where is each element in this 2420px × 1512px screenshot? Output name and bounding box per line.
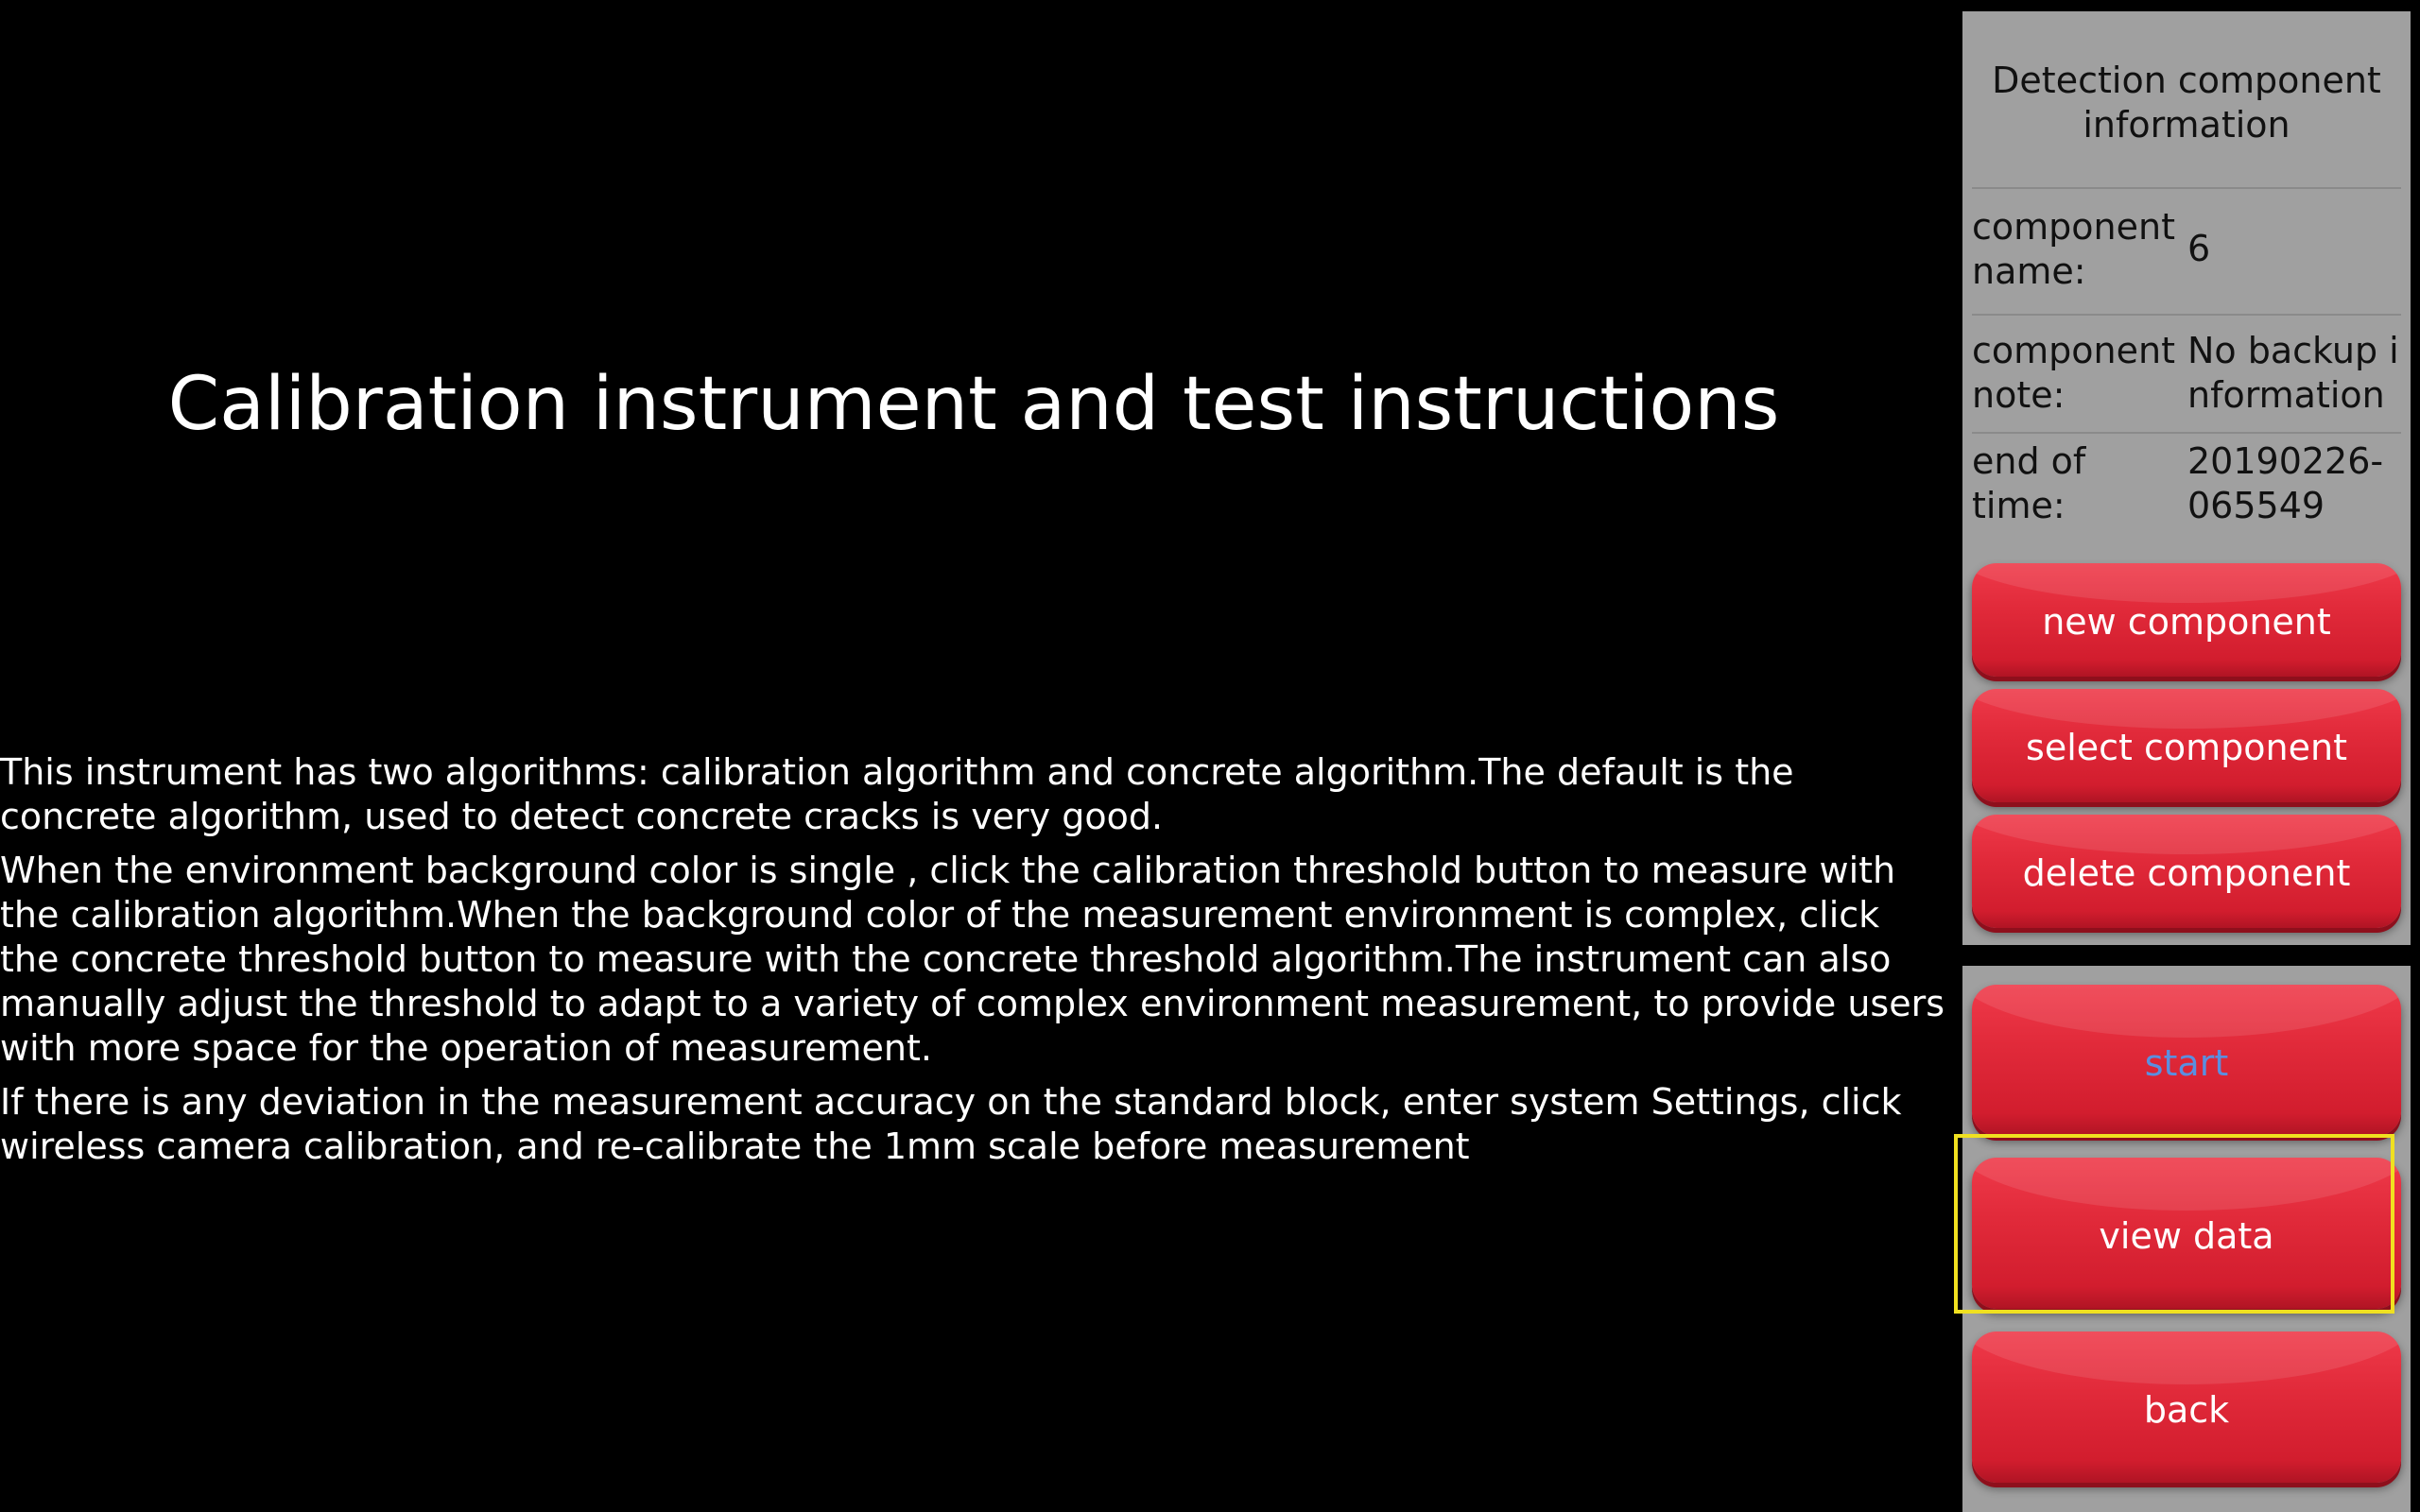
back-label: back	[2143, 1389, 2230, 1431]
start-button[interactable]	[1972, 985, 2401, 1136]
back-button[interactable]	[1972, 1332, 2401, 1483]
instructions-text	[0, 750, 1947, 1178]
view-data-label: view data	[2099, 1215, 2274, 1257]
divider	[1972, 187, 2401, 189]
divider	[1972, 314, 2401, 316]
new-component-label: new component	[2042, 601, 2331, 643]
component-note-value: No backup information	[2187, 330, 2399, 416]
delete-component-button[interactable]	[1972, 815, 2401, 928]
delete-component-label: delete component	[2022, 852, 2351, 894]
divider	[1972, 432, 2401, 434]
select-component-label: select component	[2026, 727, 2347, 768]
component-note-label: component note:	[1972, 330, 2175, 416]
instruction-paragraph: This instrument has two algorithms: calibration algorithm and concrete algorithm.The default is the concrete algorithm, used to detect concrete cracks is very good.	[0, 751, 1794, 837]
end-time-value: 20190226-065549	[2187, 440, 2384, 526]
component-info-panel	[1962, 11, 2411, 945]
select-component-button[interactable]	[1972, 689, 2401, 802]
instruction-paragraph: If there is any deviation in the measurement accuracy on the standard block, enter system Settings, click wireless camera calibration, and re-calibrate the 1mm scale before measurement	[0, 1081, 1902, 1167]
component-name-label: component name:	[1972, 206, 2175, 292]
instruction-paragraph: When the environment background color is single , click the calibration threshold button to measure with the calibration algorithm.When the background color of the measurement environment is complex, click the concrete threshold button to measure with the concrete threshold algorithm.The instrument can also manually adjust the threshold to adapt to a variety of complex environment measurement, to provide users with more space for the operation of measurement.	[0, 850, 1945, 1069]
view-data-button[interactable]	[1972, 1158, 2401, 1309]
page-title: Calibration instrument and test instructions	[167, 362, 1780, 447]
action-panel	[1962, 966, 2411, 1512]
end-time-label: end of time:	[1972, 440, 2086, 526]
new-component-button[interactable]	[1972, 563, 2401, 677]
component-name-value: 6	[2187, 228, 2211, 269]
info-panel-title: Detection component information	[1992, 60, 2381, 146]
start-label: start	[2144, 1042, 2229, 1084]
